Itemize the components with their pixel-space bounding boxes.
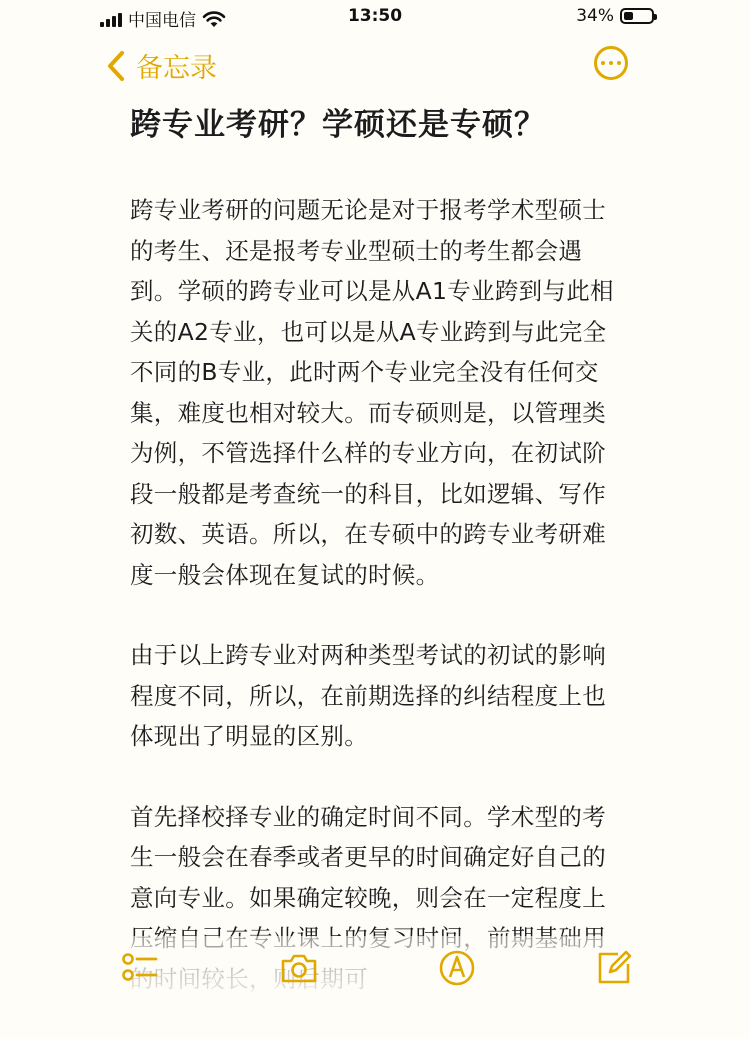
clock: 13:50 xyxy=(347,6,403,26)
battery-group xyxy=(576,6,654,26)
note-paragraph: 首先择校择专业的确定时间不同。学术型的考生一般会在春季或者更早的时间确定好自己的意向专业。如果确定较晚，则会在一定程度上 xyxy=(130,802,606,912)
back-button[interactable] xyxy=(106,46,217,85)
bottom-toolbar xyxy=(0,936,750,1000)
carrier-name: 中国电信 xyxy=(128,11,196,31)
note-paragraph: 由于以上跨专业对两种类型考试的初试的影响程度不同，所以，在前期选择的纠结程度上也体现出了明显的区别。 xyxy=(130,641,606,750)
more-button[interactable] xyxy=(594,46,628,80)
note-paragraph: 跨专业考研的问题无论是对于报考学术型硕士的考生、还是报考专业型硕士的考生都会遇到。学硕的跨专业可以是从A1专业跨到与此相关的A2专业，也可以是从A专业跨到与此完全不同的B专业，此时两个专业完全没有任何交集，难度也相对较大。而专硕则是，以管理类为例，不管选择什么样的专业方向，在初试阶段一般都是考查统一的科目，比如逻辑、写作初数、英语。所以，在专硕中的跨专业考研难度一般会体现在复试的时候。 xyxy=(130,196,614,589)
ellipsis-dot xyxy=(617,61,621,65)
compose-icon[interactable] xyxy=(594,948,634,988)
chevron-left-icon xyxy=(106,50,126,82)
note-body[interactable] xyxy=(130,104,620,1039)
ellipsis-dot xyxy=(601,61,605,65)
battery-icon xyxy=(620,8,654,24)
markup-pen-icon[interactable] xyxy=(437,948,477,988)
battery-fill xyxy=(624,12,633,20)
checklist-icon[interactable] xyxy=(120,948,160,988)
status-bar xyxy=(0,0,750,34)
navigation-bar xyxy=(0,40,750,90)
back-label: 备忘录 xyxy=(136,53,217,84)
ellipsis-dot xyxy=(609,61,613,65)
battery-percent: 34% xyxy=(576,6,614,26)
camera-icon[interactable] xyxy=(279,948,319,988)
note-title: 跨专业考研？学硕还是专硕？ xyxy=(130,107,546,143)
